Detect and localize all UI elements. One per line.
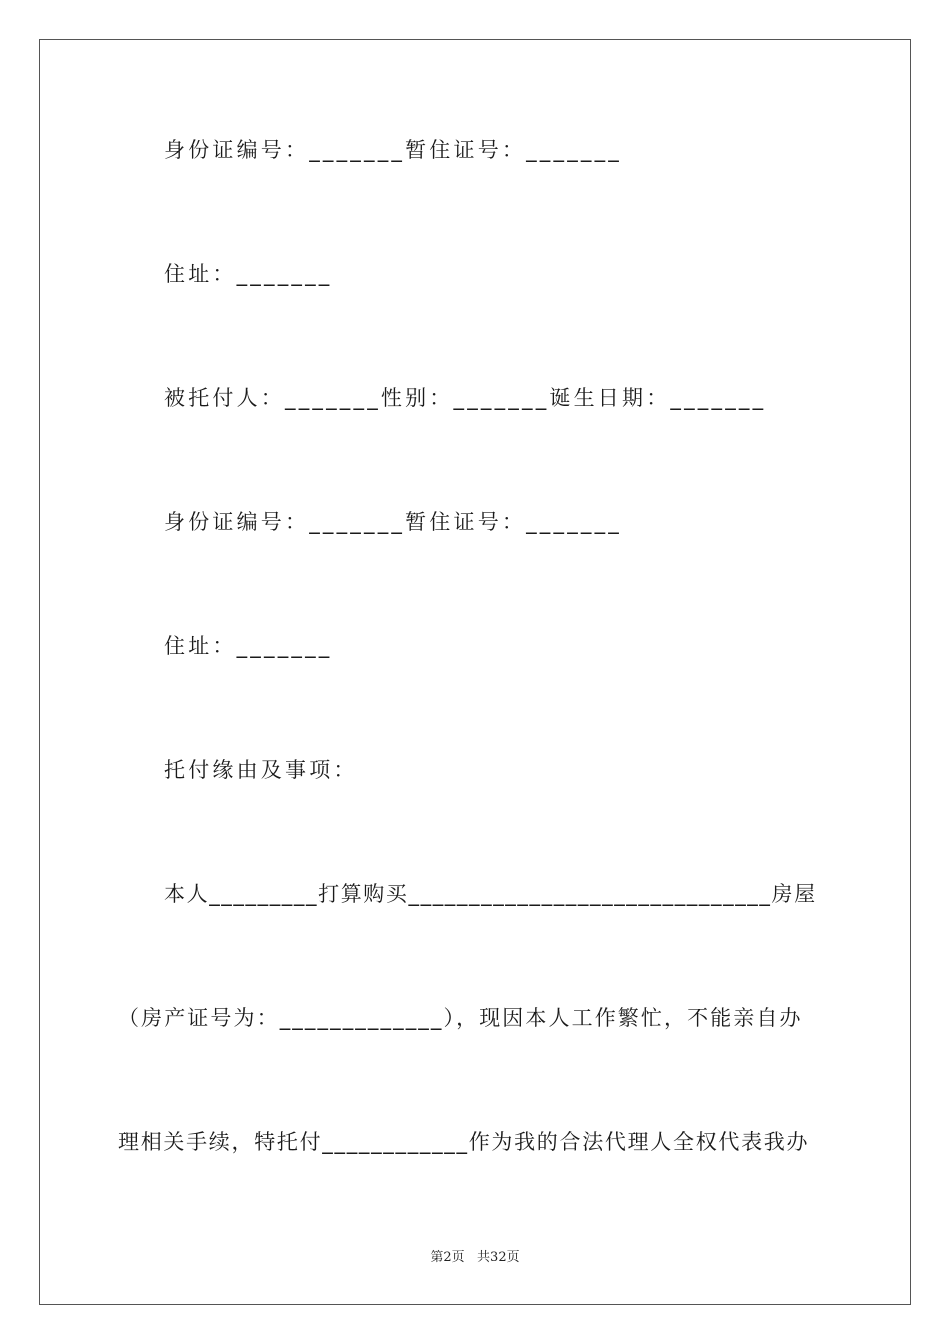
body-line-1: 本人_________打算购买______________________________房屋 — [164, 882, 817, 906]
principal-address-line: 住址：_______ — [164, 262, 333, 286]
agent-info-line: 被托付人：_______性别：_______诞生日期：_______ — [164, 386, 767, 410]
body-line-2: （房产证号为：_____________），现因本人工作繁忙，不能亲自办 — [118, 1006, 803, 1030]
page-border — [39, 39, 911, 1305]
body-line-3: 理相关手续，特托付____________作为我的合法代理人全权代表我办 — [118, 1130, 810, 1154]
reason-heading-line: 托付缘由及事项： — [164, 758, 358, 782]
principal-id-number-line: 身份证编号：_______暂住证号：_______ — [164, 138, 622, 162]
agent-address-line: 住址：_______ — [164, 634, 333, 658]
page-number-footer: 第2页 共32页 — [430, 1250, 520, 1265]
agent-id-number-line: 身份证编号：_______暂住证号：_______ — [164, 510, 622, 534]
